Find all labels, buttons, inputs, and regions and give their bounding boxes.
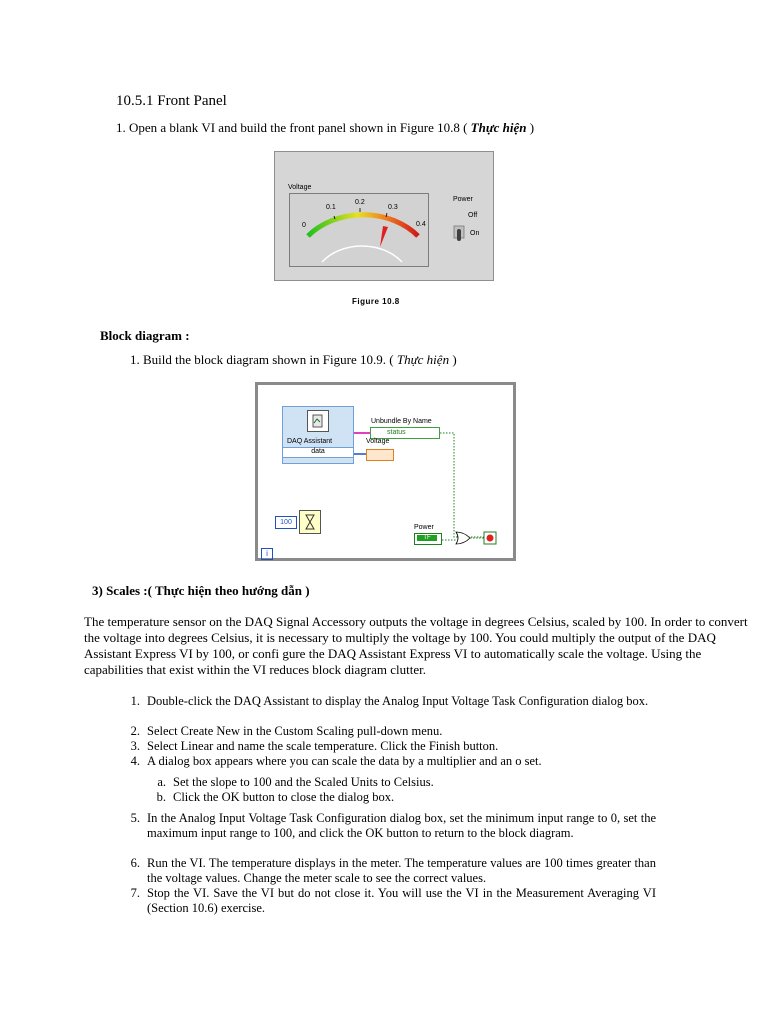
- tick-0-3: 0.3: [388, 204, 398, 211]
- meter-inner-arc: [322, 246, 402, 262]
- step-hint: Thực hiện: [470, 120, 527, 135]
- toggle-icon: [453, 220, 465, 242]
- meter-arc: [308, 215, 418, 236]
- list-item: b. Click the OK button to close the dialog box.: [156, 790, 395, 804]
- list-item: a. Set the slope to 100 and the Scaled Units to Celsius.: [157, 775, 434, 789]
- block-diagram-figure: [255, 382, 516, 561]
- voltage-label: Voltage: [288, 184, 312, 191]
- voltage-indicator-label: Voltage: [366, 438, 390, 445]
- constant-100[interactable]: 100: [275, 516, 297, 529]
- list-item: 3. Select Linear and name the scale temperature. Click the Finish button.: [130, 739, 499, 753]
- list-item: 7. Stop the VI. Save the VI but do not close it. You will use the VI in the Measurement Averaging VI (Section 10.6) exercise.: [130, 886, 656, 915]
- tick-0-4: 0.4: [416, 221, 426, 228]
- step-close: ): [526, 120, 535, 135]
- figure-10-8-caption: Figure 10.8: [352, 297, 400, 306]
- scales-heading: 3) Scales :( Thực hiện theo hướng dẫn ): [92, 583, 310, 598]
- data-label: data: [311, 448, 325, 455]
- daq-assistant-label: DAQ Assistant: [287, 438, 333, 445]
- list-item: 4. A dialog box appears where you can scale the data by a multiplier and an o set.: [130, 754, 542, 768]
- unbundle-label: Unbundle By Name: [371, 418, 432, 425]
- daq-assistant-node[interactable]: [282, 406, 354, 464]
- block-diagram-heading: Block diagram :: [100, 328, 190, 343]
- meter-needle: [380, 226, 388, 247]
- power-terminal[interactable]: [414, 533, 442, 545]
- daq-icon: [307, 410, 329, 432]
- step-text: Open a blank VI and build the front panel shown in Figure 10.8 (: [129, 120, 471, 135]
- on-label: On: [470, 230, 480, 237]
- step-text: Build the block diagram shown in Figure 10.9. (: [143, 352, 397, 367]
- list-item: 5. In the Analog Input Voltage Task Configuration dialog box, set the minimum input range to 0, set the maximum input range to 100, and click the OK button to return to the block diagram.: [130, 811, 656, 840]
- tick-0-1: 0.1: [326, 204, 336, 211]
- tick-0-2: 0.2: [355, 199, 365, 206]
- tf-label: TF: [417, 535, 437, 541]
- tick-0: 0: [302, 222, 306, 229]
- power-terminal-label: Power: [414, 524, 434, 531]
- data-terminal: [283, 447, 353, 458]
- front-panel-step: [116, 120, 636, 135]
- voltage-indicator[interactable]: [366, 449, 394, 461]
- loop-iteration-terminal: i: [261, 548, 273, 560]
- power-toggle-switch[interactable]: [453, 220, 465, 242]
- scales-paragraph: The temperature sensor on the DAQ Signal Accessory outputs the voltage in degrees Celsius, scaled by 100. In order to convert the voltage into degrees Celsius, it is necessary to multiply the voltage by 100. You could multiply the output of the DAQ Assistant Express VI by 100, or confi gure the DAQ Assistant Express VI to automatically scale the voltage. Using the capabilities that exist within the VI reduces block diagram clutter.: [84, 614, 748, 677]
- step-close: ): [449, 352, 457, 367]
- step-number: 1.: [130, 352, 140, 367]
- list-item: 1. Double-click the DAQ Assistant to display the Analog Input Voltage Task Configuration dialog box.: [130, 694, 649, 708]
- steps-list: [126, 694, 656, 916]
- off-label: Off: [468, 212, 478, 219]
- step-hint: Thực hiện: [396, 352, 450, 367]
- status-label: status: [387, 429, 406, 436]
- step-number: 1.: [116, 120, 126, 135]
- wait-ms-icon[interactable]: [299, 510, 321, 534]
- list-item: 2. Select Create New in the Custom Scaling pull-down menu.: [130, 724, 443, 738]
- block-diagram-step: [130, 352, 610, 367]
- or-gate-icon: [456, 532, 470, 544]
- section-title: 10.5.1 Front Panel: [116, 93, 227, 109]
- list-item: 6. Run the VI. The temperature displays in the meter. The temperature values are 100 times greater than the voltage values. Change the meter scale to see the correct values.: [130, 856, 656, 885]
- power-label: Power: [453, 196, 473, 203]
